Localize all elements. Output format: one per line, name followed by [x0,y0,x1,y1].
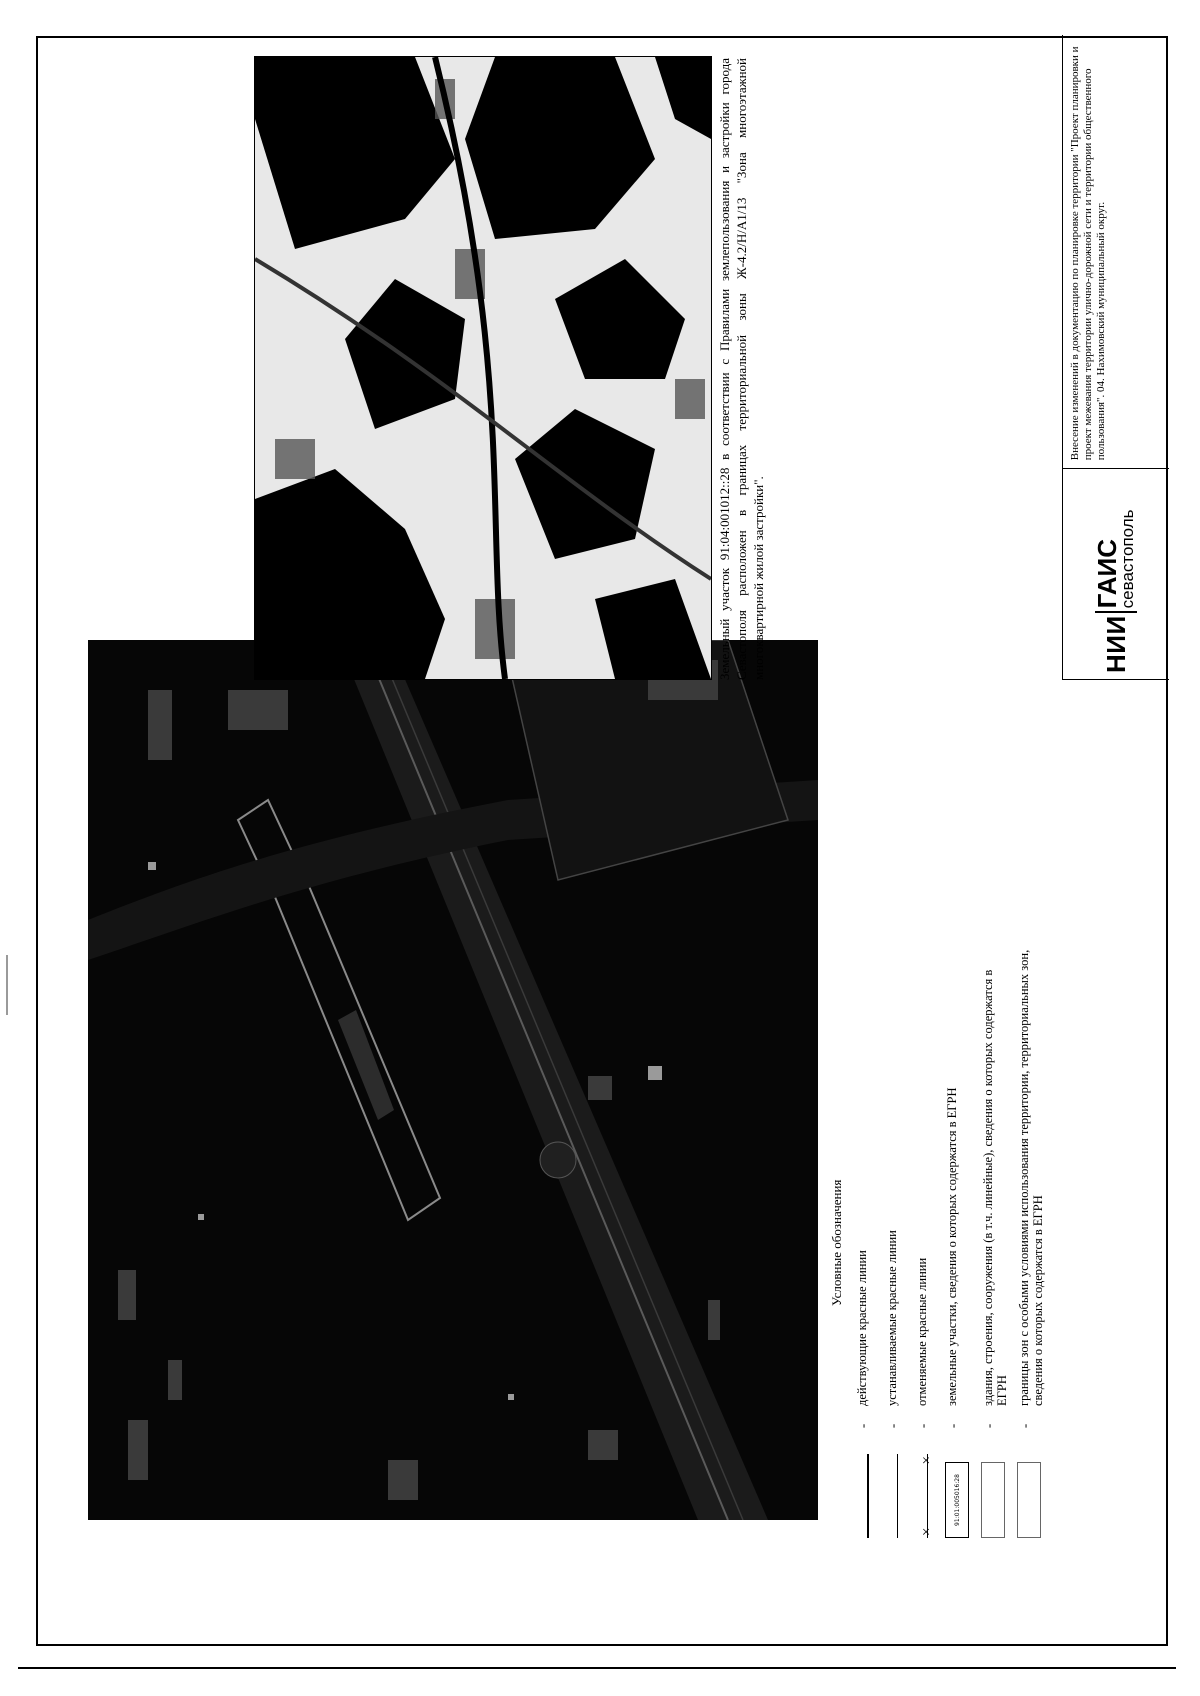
solid-line-symbol [855,1446,881,1546]
title-block-text: Внесение изменений в документацию по планировке территории "Проект планировки и проект межевания территории улично-дорожной сети и территории общественного пользования". 04. Нахимовский муниципальный округ. [1069,46,1107,461]
logo-sub-text: севастополь [1118,509,1137,609]
legend [829,886,1053,1546]
legend-item-buildings: - здания, строения, сооружения (в т.ч. линейные), сведения о которых содержатся в ЕГРН [981,886,1017,1546]
title-block [1062,35,1169,680]
legend-item-text: действующие красные линии [855,1250,869,1406]
crossed-line-symbol: × × [919,1456,935,1536]
thin-line-symbol [885,1446,911,1546]
page-bottom-rule [18,1667,1176,1669]
legend-item-new-red-lines: - устанавливаемые красные линии [885,886,915,1546]
logo-ga-text: ГАИС [1092,539,1122,609]
parcel-box-label: 91:01:005016:28 [945,1462,969,1538]
legend-item-existing-red-lines: - действующие красные линии [855,886,885,1546]
legend-item-text: земельные участки, сведения о которых содержатся в ЕГРН [945,1087,959,1406]
legend-item-text: здания, строения, сооружения (в т.ч. линейные), сведения о которых содержатся в ЕГРН [981,969,1009,1406]
logo-main-text: НИИ [1100,615,1131,673]
zone-box-symbol [1017,1446,1043,1546]
rotated-sheet [36,36,1168,1646]
satellite-photo-main [88,640,818,1520]
legend-item-zone-boundaries: - границы зон с особыми условиями использования территории, территориальных зон, сведения о которых содержатся в ЕГРН [1017,886,1053,1546]
legend-item-text: устанавливаемые красные линии [885,1230,899,1406]
logo-stack [1092,509,1137,613]
building-box-symbol [981,1446,1007,1546]
legend-item-land-parcels: 91:01:005016:28 - земельные участки, сведения о которых содержатся в ЕГРН [945,886,981,1546]
parcel-description: Земельный участок 91:04:001012::28 в соответствии с Правилами землепользования и застройки города Севастополя расположен в границах территориальной зоны Ж-4.2/Н/А1/13 "Зона многоэтажной многоквартирной жилой застройки". [717,58,766,680]
logo-niigais [1063,468,1169,679]
legend-title: Условные обозначения [829,1179,844,1306]
scan-artifact [6,955,8,1015]
legend-item-text: границы зон с особыми условиями использования территории, территориальных зон, сведения о которых содержатся в ЕГРН [1017,949,1045,1406]
parcel-box-symbol [945,1446,971,1546]
legend-item-text: отменяемые красные линии [915,1257,929,1406]
satellite-photo-inset [254,56,712,680]
legend-item-cancelled-red-lines: × × - отменяемые красные линии [915,886,945,1546]
